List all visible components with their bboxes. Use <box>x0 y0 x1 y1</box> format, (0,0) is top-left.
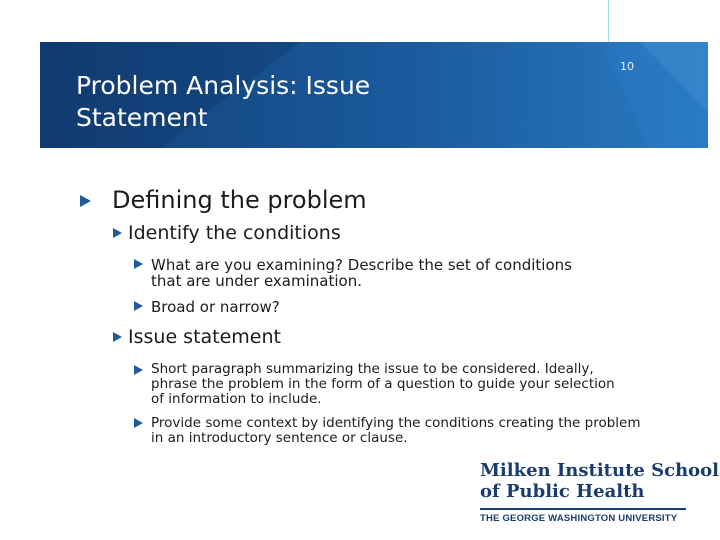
slide-title: Problem Analysis: Issue Statement <box>76 71 371 132</box>
bullet-level1: Defining the problem <box>112 186 367 214</box>
logo-line2: of Public Health <box>480 481 645 502</box>
bullet-arrow-icon <box>134 301 143 311</box>
bullet-arrow-icon <box>113 228 122 238</box>
bullet-what-examining: What are you examining? Describe the set of conditions that are under examination. <box>151 256 572 290</box>
bullet-arrow-icon <box>134 365 143 375</box>
bullet-provide-context: Provide some context by identifying the conditions creating the problem in an introductory sentence or clause. <box>151 415 641 446</box>
bullet-short-paragraph: Short paragraph summarizing the issue to be considered. Ideally, phrase the problem in the form of a question to guide your selection of information to include. <box>151 361 615 407</box>
bullet-arrow-icon <box>113 332 122 342</box>
bullet-issue-statement: Issue statement <box>128 326 281 348</box>
logo-rule <box>480 508 686 510</box>
bullet-arrow-icon <box>80 195 91 207</box>
logo-line1: Milken Institute School <box>480 460 720 481</box>
bullet-arrow-icon <box>134 259 143 269</box>
bullet-identify-conditions: Identify the conditions <box>128 222 341 244</box>
bullet-broad-narrow: Broad or narrow? <box>151 298 280 316</box>
milken-logo <box>480 460 720 530</box>
logo-line3: THE GEORGE WASHINGTON UNIVERSITY <box>480 513 678 524</box>
bullet-arrow-icon <box>134 418 143 428</box>
page-number: 10 <box>620 60 634 73</box>
accent-line <box>608 0 609 42</box>
